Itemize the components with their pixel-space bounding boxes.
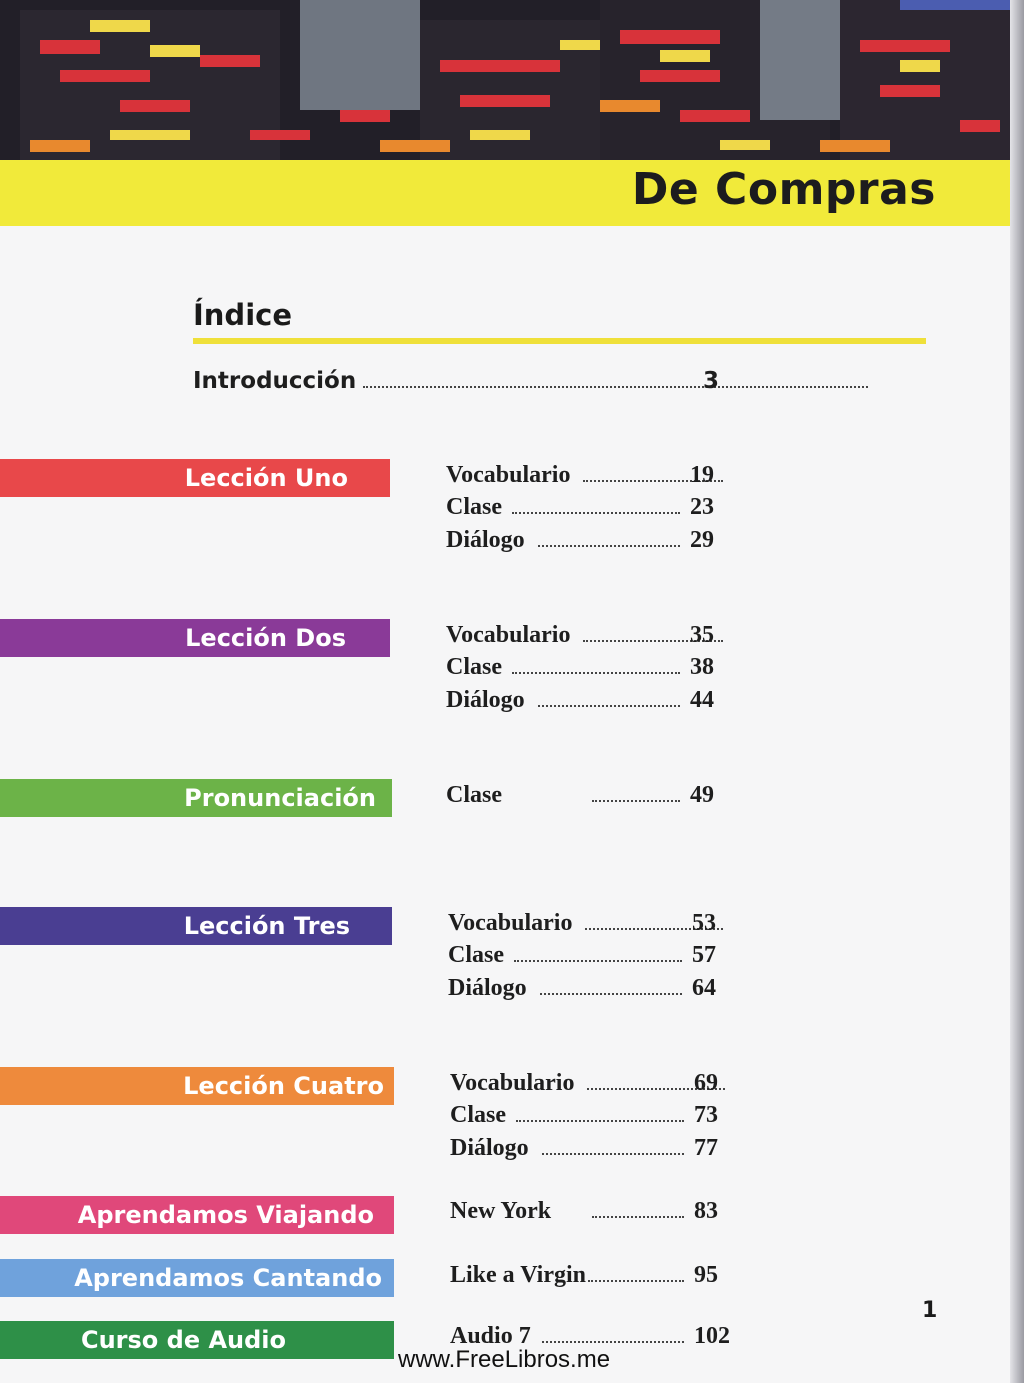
index-entry xyxy=(450,1135,740,1165)
entry-page: 44 xyxy=(690,687,714,713)
leader-dots xyxy=(514,960,682,962)
entry-label: Diálogo xyxy=(448,975,527,1001)
page-number: 1 xyxy=(922,1298,938,1323)
section-bar-aprendamos-cantando xyxy=(0,1259,394,1297)
entry-label: Diálogo xyxy=(446,687,525,713)
entry-page: 3 xyxy=(703,368,720,394)
section-bar-label: Lección Dos xyxy=(185,624,346,652)
footer-url: www.FreeLibros.me xyxy=(398,1346,611,1373)
entry-page: 19 xyxy=(690,462,714,488)
index-entry xyxy=(446,494,736,524)
entry-label: Diálogo xyxy=(450,1135,529,1161)
leader-dots xyxy=(540,993,682,995)
section-bar-leccion-uno xyxy=(0,459,390,497)
page-title: De Compras xyxy=(631,164,936,215)
entry-label: Clase xyxy=(450,1102,506,1128)
entry-label: Like a Virgin xyxy=(450,1262,587,1288)
entry-label: Vocabulario xyxy=(448,910,573,936)
entry-page: 38 xyxy=(690,654,714,680)
index-entry xyxy=(450,1102,740,1132)
entry-page: 49 xyxy=(690,782,714,808)
entry-label: Clase xyxy=(446,494,502,520)
section-bar-pronunciacion xyxy=(0,779,392,817)
leader-dots xyxy=(516,1120,684,1122)
index-entry xyxy=(448,942,738,972)
section-bar-aprendamos-viajando xyxy=(0,1196,394,1234)
section-bar-leccion-tres xyxy=(0,907,392,945)
index-entry xyxy=(446,654,736,684)
leader-dots xyxy=(538,545,680,547)
section-bar-label: Lección Uno xyxy=(184,464,348,492)
entry-page: 35 xyxy=(690,622,714,648)
entry-label: Vocabulario xyxy=(450,1070,575,1096)
leader-dots xyxy=(512,512,680,514)
section-bar-label: Pronunciación xyxy=(184,784,376,812)
leader-dots xyxy=(542,1153,684,1155)
leader-dots xyxy=(512,672,680,674)
section-bar-label: Curso de Audio xyxy=(80,1326,286,1354)
page-edge-shadow xyxy=(1010,0,1024,1383)
index-entry xyxy=(446,462,736,492)
index-entry xyxy=(448,975,738,1005)
leader-dots xyxy=(592,800,680,802)
entry-label: Vocabulario xyxy=(446,622,571,648)
city-skyline-banner xyxy=(0,0,1024,162)
leader-dots xyxy=(592,1216,684,1218)
entry-label: Diálogo xyxy=(446,527,525,553)
leader-dots xyxy=(363,386,868,388)
entry-page: 95 xyxy=(694,1262,718,1288)
entry-label: Vocabulario xyxy=(446,462,571,488)
index-entry xyxy=(446,527,736,557)
index-entry-introduccion xyxy=(193,368,723,398)
entry-label: New York xyxy=(450,1198,552,1224)
entry-page: 102 xyxy=(694,1323,730,1349)
entry-page: 83 xyxy=(694,1198,718,1224)
section-bar-label: Lección Cuatro xyxy=(183,1072,384,1100)
entry-label: Clase xyxy=(448,942,504,968)
index-entry xyxy=(450,1198,740,1228)
entry-page: 23 xyxy=(690,494,714,520)
leader-dots xyxy=(542,1341,684,1343)
entry-page: 77 xyxy=(694,1135,718,1161)
index-entry xyxy=(446,687,736,717)
index-entry xyxy=(446,782,736,812)
index-entry xyxy=(450,1070,740,1100)
index-entry xyxy=(448,910,738,940)
entry-label: Clase xyxy=(446,782,502,808)
entry-page: 73 xyxy=(694,1102,718,1128)
index-heading-rule xyxy=(193,338,926,344)
entry-page: 57 xyxy=(692,942,716,968)
index-heading: Índice xyxy=(193,298,292,332)
section-bar-label: Aprendamos Viajando xyxy=(77,1201,374,1229)
index-entry xyxy=(446,622,736,652)
section-bar-leccion-cuatro xyxy=(0,1067,394,1105)
section-bar-label: Aprendamos Cantando xyxy=(74,1264,382,1292)
entry-label: Introducción xyxy=(193,368,357,394)
section-bar-leccion-dos xyxy=(0,619,390,657)
entry-page: 64 xyxy=(692,975,716,1001)
section-bar-label: Lección Tres xyxy=(183,912,350,940)
index-entry xyxy=(450,1262,740,1292)
section-bar-curso-de-audio xyxy=(0,1321,394,1359)
entry-label: Audio 7 xyxy=(450,1323,531,1349)
leader-dots xyxy=(538,705,680,707)
city-skyline-illustration xyxy=(0,0,1024,162)
entry-page: 53 xyxy=(692,910,716,936)
entry-page: 69 xyxy=(694,1070,718,1096)
leader-dots xyxy=(588,1280,684,1282)
entry-page: 29 xyxy=(690,527,714,553)
entry-label: Clase xyxy=(446,654,502,680)
